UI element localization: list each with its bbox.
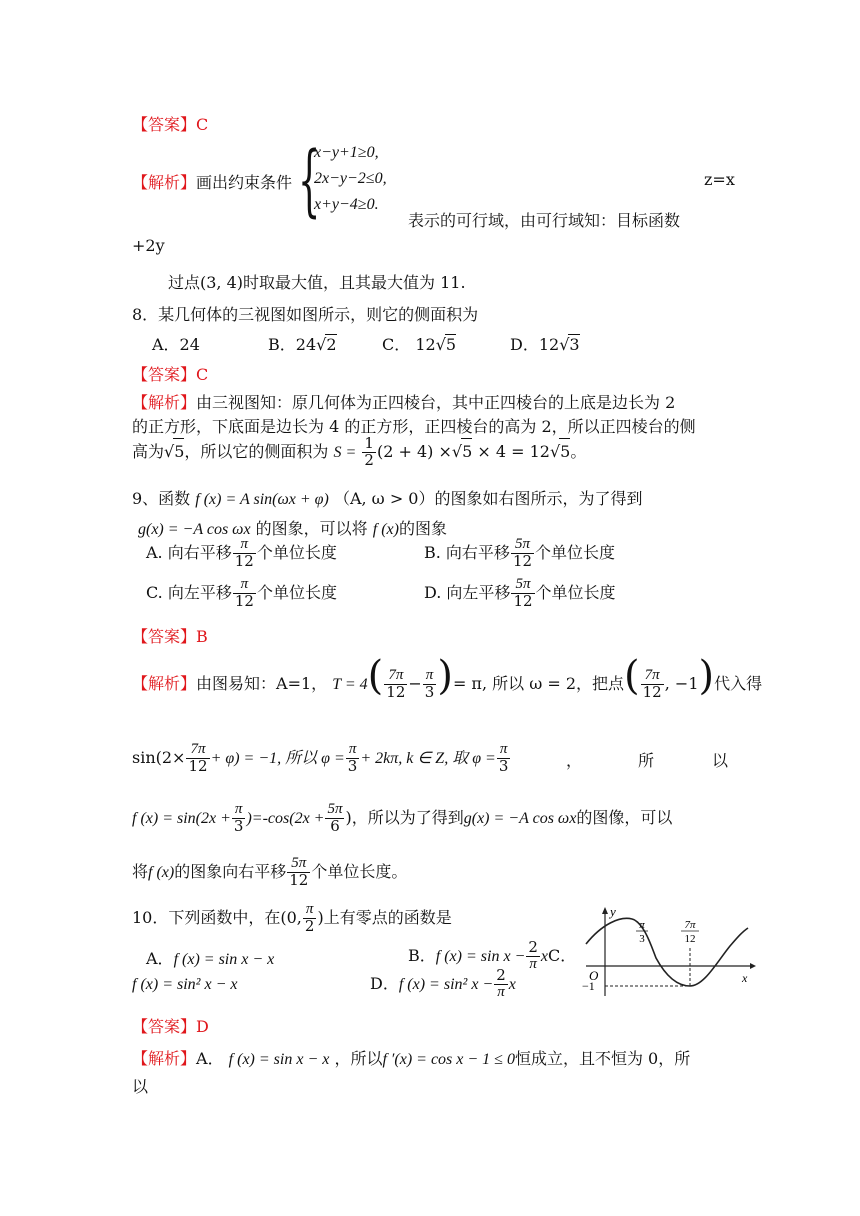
denominator: 12 [188,757,208,775]
q7-line2: +2y [132,236,165,255]
radicand: 2 [326,335,337,354]
tick-pi3-den: 3 [639,933,645,945]
q9-answer [132,624,208,647]
text: 个单位长度 [256,583,337,602]
q9-stem [132,486,643,509]
denominator: 2 [364,450,374,469]
text: ，所以 [334,1049,383,1068]
formula: (0, [280,908,302,927]
text: A． [146,949,174,968]
fraction [346,742,360,775]
numerator: 5π [511,577,534,594]
q7-after: 表示的可行域，由可行域知：目标函数 [408,211,681,230]
q8-opt-d [510,332,580,355]
y-label: y [610,904,616,919]
text: C. 向左平移 [146,583,232,602]
formula: , −1 [664,674,699,693]
denominator: 12 [386,683,406,701]
q10-opt-a [146,946,274,969]
formula: g(x) = −A cos ωx [138,521,251,538]
numerator: π [232,802,246,819]
text: 。 [570,441,587,461]
text: 代入得 [714,674,763,693]
q9-yi: 以 [712,751,729,770]
text: 个单位长度 [535,583,616,602]
denominator: π [529,956,537,972]
formula: f (x) = sin x − x [173,951,275,968]
fraction [511,577,534,610]
q9-suo: 所 [638,751,655,770]
q10-stem [132,898,452,938]
q9-comma: ， [566,751,583,770]
answer-letter: C [196,115,209,134]
q9-explain-4 [132,852,407,893]
radicand: 5 [173,438,184,465]
x-label: x [742,971,748,985]
text: D． [370,974,399,993]
text: ，所以它的侧面积为 [184,441,329,461]
denominator: 3 [347,757,358,775]
numerator: π [233,537,256,554]
q10-explain-2: 以 [132,1077,149,1096]
paren-left: ( [367,653,384,699]
sine-graph [572,902,758,1000]
formula: f (x) = sin x − [435,948,526,965]
q8-explain-2: 的正方形，下底面是边长为 4 的正方形，正四棱台的高为 2，所以正四棱台的侧 [132,417,696,436]
fraction [384,668,407,701]
system-brace: { [298,136,321,226]
explain-text: 由三视图知：原几何体为正四棱台，其中正四棱台的上底是边长为 2 [196,393,676,412]
q9-opt-b [424,536,615,570]
sqrt-sign: √ [451,441,463,461]
q9-explain-2 [132,738,511,779]
text: 高为 [132,441,165,461]
radicand: 5 [445,335,457,354]
q10-opt-c [132,974,237,994]
opt-d-text: D．12 [510,335,560,354]
formula: ) [345,808,352,827]
numerator: 2 [496,966,506,985]
formula: (2 + 4) × [376,441,452,461]
radicand: 3 [569,335,580,354]
text: 恒成立，且不恒为 0，所 [514,1049,691,1068]
fraction [233,537,256,570]
q8-answer [132,362,208,385]
text: 的图象，可以将 [255,519,368,538]
paren-right: ) [437,653,453,699]
text: ，所以为了得到 [351,808,464,827]
text: B. 向右平移 [424,543,510,562]
explain-text: 画出约束条件 [196,173,293,192]
formula: f (x) [372,521,399,538]
tick-7pi12-num: 7π [684,919,696,931]
fraction [186,742,209,775]
sqrt-sign: √ [559,335,570,354]
q8-opt-b [268,332,337,355]
numerator: 5π [287,856,310,873]
text: 由图易知：A=1， [196,674,328,693]
q10-opt-d [370,964,516,1005]
numerator: 1 [364,434,374,452]
text: 的图象 [398,519,447,538]
q9-opt-c [146,576,337,610]
q8-explain-1 [132,390,675,413]
text: B． [408,946,436,965]
denominator: 12 [289,871,309,889]
text: A． [196,1049,224,1068]
formula: f (x) = A sin(ωx + φ) [195,491,329,508]
sqrt-sign: √ [316,335,327,354]
denominator: π [497,984,505,1000]
fraction [362,436,376,469]
fraction [233,577,256,610]
q9-explain-1 [132,653,763,710]
answer-letter: B [196,627,208,646]
answer-tag: 【答案】 [132,627,197,646]
numerator: π [303,902,317,919]
constraint-3: x+y−4≥0. [314,196,379,213]
neg-one-label: −1 [582,979,595,993]
formula: f (x) = sin² x − x [132,976,238,993]
denominator: 12 [234,552,254,570]
numerator: 7π [384,668,407,685]
denominator: 12 [642,683,662,701]
radicand: 5 [559,438,570,465]
formula: S = [333,443,357,461]
text: A. 向右平移 [146,543,232,562]
formula: f (x) = sin x − x [228,1051,330,1068]
fraction [325,802,344,835]
fraction [423,668,437,701]
q7-answer [132,112,208,135]
text: 个单位长度 [256,543,337,562]
answer-letter: C [196,365,209,384]
numerator: 5π [511,537,534,554]
formula: f ′(x) = cos x − 1 ≤ 0 [382,1051,515,1068]
denominator: 12 [513,592,533,610]
fraction [526,940,540,973]
answer-letter: D [196,1017,209,1036]
denominator: 2 [304,917,315,935]
denominator: 12 [234,592,254,610]
text: − [408,674,422,693]
formula: = π, 所以 ω = 2 [452,674,577,693]
fraction [511,537,534,570]
text: 个单位长度。 [311,862,408,881]
tick-7pi12-den: 12 [684,933,696,945]
origin-label: O [589,968,599,983]
numerator: π [497,742,511,759]
text: 个单位长度 [535,543,616,562]
formula: × 4 = 12 [477,441,550,461]
text: 的图象如右图所示，为了得到 [434,489,643,508]
text: D. 向左平移 [424,583,511,602]
q7-explain-lead [132,170,292,193]
formula: + 2kπ, k ∈ Z, 取 φ = [360,750,496,767]
tick-pi3-num: π [639,919,645,931]
text: 的图像，可以 [576,808,673,827]
text: 9、函数 [132,489,191,508]
paren-right: ) [698,653,715,699]
q7-line3: 过点(3, 4)时取最大值，且其最大值为 11. [168,273,466,292]
q10-explain-1 [132,1046,690,1069]
opt-b-text: B．24 [268,335,317,354]
formula: f (x) = sin² x − [398,976,494,993]
text: 的图象向右平移 [174,862,287,881]
q10-answer [132,1014,209,1037]
fraction [494,968,508,1001]
fraction [497,742,511,775]
fraction [641,668,664,701]
q9-opt-a [146,536,337,570]
formula: f (x) [148,864,175,881]
numerator: π [233,577,256,594]
opt-c-text: C． 12 [382,335,436,354]
formula: )=-cos(2x + [246,810,325,827]
q8-stem: 8．某几何体的三视图如图所示，则它的侧面积为 [132,305,479,324]
explain-tag: 【解析】 [132,173,197,192]
denominator: 3 [498,757,509,775]
numerator: 7π [186,742,209,759]
denominator: 3 [424,683,435,701]
explain-tag: 【解析】 [132,1049,197,1068]
q8-opt-a: A．24 [152,335,200,354]
sqrt-sign: √ [164,441,175,461]
text: C． [548,946,577,965]
constraint-2: 2x−y−2≤0, [314,170,387,187]
formula: x [540,948,548,965]
answer-tag: 【答案】 [132,115,197,134]
formula: g(x) = −A cos ωx [463,810,577,827]
q8-opt-c [382,332,456,355]
numerator: π [346,742,360,759]
fraction [232,802,246,835]
sqrt-sign: √ [549,441,561,461]
formula: + φ) = −1, 所以 φ = [210,750,345,767]
constraint-1: x−y+1≥0, [314,144,379,161]
numerator: 2 [528,938,538,957]
formula: ) [317,908,324,927]
formula: T = 4 [332,676,368,693]
text: （A, ω > 0） [333,489,435,508]
explain-tag: 【解析】 [132,393,197,412]
explain-tag: 【解析】 [132,674,197,693]
text: ，把点 [576,674,625,693]
text: 10．下列函数中，在 [132,908,281,927]
formula: x [508,976,516,993]
answer-tag: 【答案】 [132,1017,197,1036]
sine-curve [586,918,748,986]
sqrt-sign: √ [435,335,446,354]
denominator: 3 [233,817,244,835]
fraction [287,856,310,889]
text: 将 [132,862,149,881]
q7-z: z=x [704,170,735,189]
formula: sin(2× [132,748,186,767]
formula: f (x) = sin(2x + [132,810,231,827]
radicand: 5 [461,438,472,465]
paren-left: ( [624,653,640,699]
x-arrow [750,963,756,969]
q8-explain-3 [132,436,586,469]
numerator: π [423,668,437,685]
y-arrow [602,907,608,914]
numerator: 7π [641,668,664,685]
fraction [303,902,317,935]
answer-tag: 【答案】 [132,365,197,384]
text: 上有零点的函数是 [323,908,452,927]
q9-opt-d [424,576,616,610]
denominator: 6 [330,817,340,835]
denominator: 12 [512,552,533,570]
numerator: 5π [327,801,343,818]
q9-explain-3 [132,798,672,839]
